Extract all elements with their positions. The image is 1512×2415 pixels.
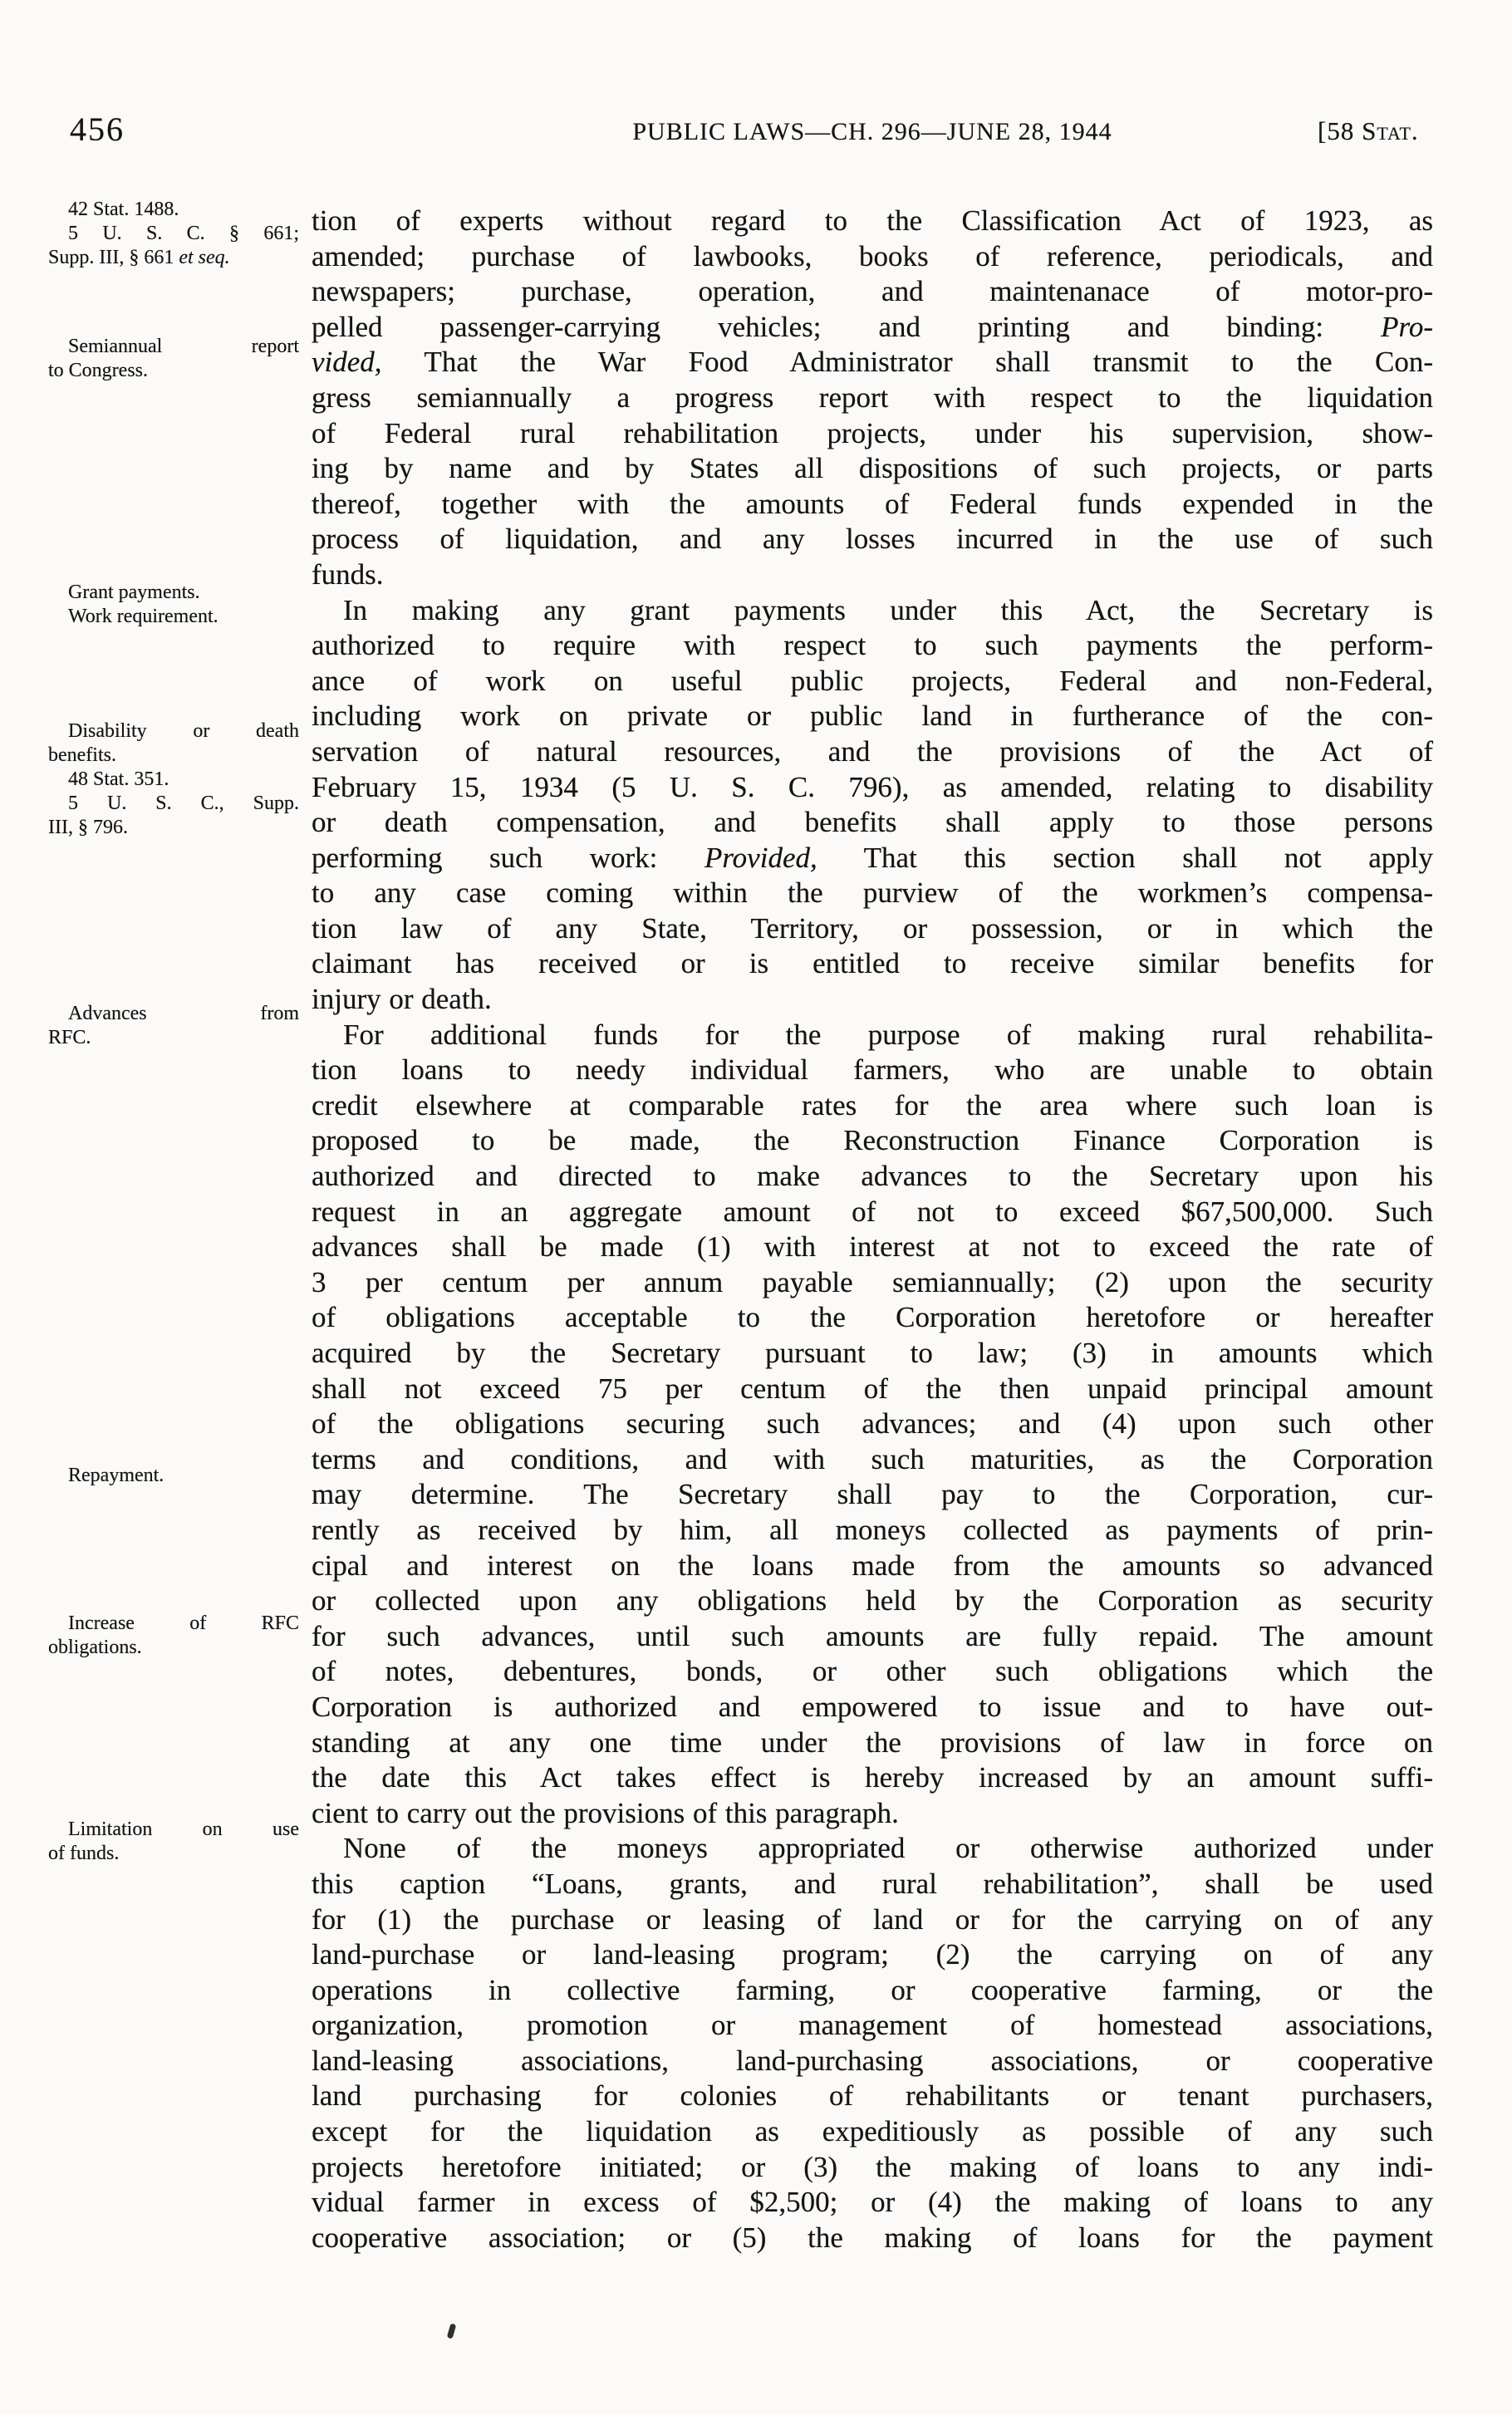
note-line: Advances from	[68, 1003, 299, 1024]
note-line: of funds.	[48, 1843, 120, 1864]
body-line: tion of experts without regard to the Classification Act of 1923, as	[312, 204, 1433, 237]
body-line: land-leasing associations, land-purchasing associations, or cooperative	[312, 2044, 1433, 2077]
note-line: benefits.	[48, 744, 116, 766]
note-line: 42 Stat. 1488.	[68, 199, 179, 220]
running-header: PUBLIC LAWS—CH. 296—JUNE 28, 1944	[632, 118, 1112, 145]
body-line: except for the liquidation as expeditiously as possible of any such	[312, 2115, 1433, 2148]
body-line: may determine. The Secretary shall pay to the Corporation, cur-	[312, 1478, 1433, 1511]
note-line: Work requirement.	[68, 606, 218, 627]
body-line: including work on private or public land in furtherance of the con-	[312, 699, 1433, 733]
paragraph	[312, 1831, 1433, 2255]
body-line: or collected upon any obligations held by the Corporation as security	[312, 1584, 1433, 1617]
body-line: authorized to require with respect to such payments the perform-	[312, 629, 1433, 662]
body-line: the date this Act takes effect is hereby increased by an amount suffi-	[312, 1761, 1433, 1794]
note-line: RFC.	[48, 1027, 91, 1048]
note-line: Supp. III, § 661 et seq.	[48, 247, 230, 268]
body-line: land-purchase or land-leasing program; (2) the carrying on of any	[312, 1938, 1433, 1971]
body-line: thereof, together with the amounts of Federal funds expended in the	[312, 487, 1433, 520]
note-line: Disability or death	[68, 720, 299, 742]
note-line: Grant payments.	[68, 582, 200, 603]
body-line: credit elsewhere at comparable rates for the area where such loan is	[312, 1088, 1433, 1122]
paragraph	[312, 593, 1433, 1018]
body-line: claimant has received or is entitled to receive similar benefits for	[312, 947, 1433, 980]
body-line: projects heretofore initiated; or (3) the making of loans to any indi-	[312, 2150, 1433, 2183]
paragraph	[312, 1018, 1433, 1832]
body-line: process of liquidation, and any losses incurred in the use of such	[312, 523, 1433, 556]
body-line: proposed to be made, the Reconstruction Finance Corporation is	[312, 1124, 1433, 1157]
paragraph	[312, 204, 1433, 593]
stat-volume-label: [58 Stat.	[1318, 116, 1419, 145]
body-line: organization, promotion or management of homestead associations,	[312, 2009, 1433, 2042]
body-line: to any case coming within the purview of the workmen’s compensa-	[312, 876, 1433, 910]
body-line: vidual farmer in excess of $2,500; or (4) the making of loans to any	[312, 2186, 1433, 2219]
note-line: III, § 796.	[48, 817, 128, 838]
note-line: to Congress.	[48, 360, 148, 381]
body-line: operations in collective farming, or cooperative farming, or the	[312, 1973, 1433, 2006]
note-line: Increase of RFC	[68, 1612, 299, 1634]
body-line: cipal and interest on the loans made from the amounts so advanced	[312, 1549, 1433, 1582]
note-line: obligations.	[48, 1637, 142, 1658]
body-line: ing by name and by States all dispositions of such projects, or parts	[312, 452, 1433, 485]
body-line: authorized and directed to make advances to the Secretary upon his	[312, 1160, 1433, 1193]
note-line: Limitation on use	[68, 1819, 299, 1840]
body-line: In making any grant payments under this Act, the Secretary is	[343, 593, 1433, 626]
body-line: request in an aggregate amount of not to exceed $67,500,000. Such	[312, 1195, 1433, 1228]
body-line: terms and conditions, and with such maturities, as the Corporation	[312, 1442, 1433, 1475]
sidenote-increase-rfc-obligations	[48, 1612, 299, 1660]
body-line: acquired by the Secretary pursuant to law; (3) in amounts which	[312, 1337, 1433, 1369]
note-line: Semiannual report	[68, 336, 299, 357]
body-line: performing such work: Provided, That this section shall not apply	[312, 841, 1433, 874]
margin-notes	[48, 0, 299, 2415]
body-line: shall not exceed 75 per centum of the then unpaid principal amount	[312, 1372, 1433, 1405]
body-line: of Federal rural rehabilitation projects, under his supervision, show-	[312, 416, 1433, 449]
body-line: land purchasing for colonies of rehabilitants or tenant purchasers,	[312, 2079, 1433, 2113]
body-line: tion law of any State, Territory, or possession, or in which the	[312, 911, 1433, 945]
sidenote-disability-death-benefits	[48, 719, 299, 840]
body-line: ance of work on useful public projects, Federal and non-Federal,	[312, 664, 1433, 697]
note-line: 48 Stat. 351.	[68, 768, 169, 790]
sidenote-statute-refs	[48, 198, 299, 270]
note-line: 5 U. S. C. § 661;	[68, 223, 299, 244]
body-line: of obligations acceptable to the Corporation heretofore or hereafter	[312, 1301, 1433, 1334]
note-line: Repayment.	[68, 1465, 164, 1486]
body-line: cooperative association; or (5) the making of loans for the payment	[312, 2221, 1433, 2254]
body-line: Corporation is authorized and empowered to issue and to have out-	[312, 1690, 1433, 1723]
sidenote-semiannual-report	[48, 335, 299, 383]
body-text	[312, 204, 1433, 2255]
body-line: 3 per centum per annum payable semiannually; (2) upon the security	[312, 1265, 1433, 1298]
body-line: rently as received by him, all moneys collected as payments of prin-	[312, 1513, 1433, 1546]
note-line: 5 U. S. C., Supp.	[68, 793, 299, 814]
body-line: vided, That the War Food Administrator shall transmit to the Con-	[312, 346, 1433, 379]
body-line: newspapers; purchase, operation, and maintenanace of motor-pro-	[312, 275, 1433, 308]
body-line: standing at any one time under the provisions of law in force on	[312, 1725, 1433, 1759]
body-line: advances shall be made (1) with interest at not to exceed the rate of	[312, 1230, 1433, 1264]
body-line: cient to carry out the provisions of this paragraph.	[312, 1796, 899, 1829]
body-line: pelled passenger-carrying vehicles; and printing and binding: Pro-	[312, 310, 1433, 343]
body-line: of notes, debentures, bonds, or other such obligations which the	[312, 1655, 1433, 1688]
body-line: servation of natural resources, and the provisions of the Act of	[312, 734, 1433, 768]
sidenote-limitation-use-funds	[48, 1818, 299, 1866]
body-line: funds.	[312, 557, 384, 591]
body-line: for such advances, until such amounts are fully repaid. The amount	[312, 1619, 1433, 1652]
scan-speck	[447, 2323, 457, 2339]
body-line: For additional funds for the purpose of making rural rehabilita-	[343, 1018, 1433, 1051]
body-line: tion loans to needy individual farmers, who are unable to obtain	[312, 1053, 1433, 1087]
body-line: of the obligations securing such advances; and (4) upon such other	[312, 1407, 1433, 1441]
body-line: this caption “Loans, grants, and rural rehabilitation”, shall be used	[312, 1867, 1433, 1900]
sidenote-repayment	[48, 1464, 299, 1488]
sidenote-grant-payments	[48, 581, 299, 629]
body-line: injury or death.	[312, 983, 492, 1016]
page-number: 456	[70, 110, 125, 148]
body-line: February 15, 1934 (5 U. S. C. 796), as amended, relating to disability	[312, 770, 1433, 803]
body-line: amended; purchase of lawbooks, books of reference, periodicals, and	[312, 239, 1433, 272]
body-line: None of the moneys appropriated or otherwise authorized under	[343, 1832, 1433, 1865]
body-line: for (1) the purchase or leasing of land or for the carrying on of any	[312, 1902, 1433, 1936]
body-line: or death compensation, and benefits shall apply to those persons	[312, 806, 1433, 839]
body-line: gress semiannually a progress report with respect to the liquidation	[312, 380, 1433, 414]
sidenote-advances-from-rfc	[48, 1002, 299, 1050]
